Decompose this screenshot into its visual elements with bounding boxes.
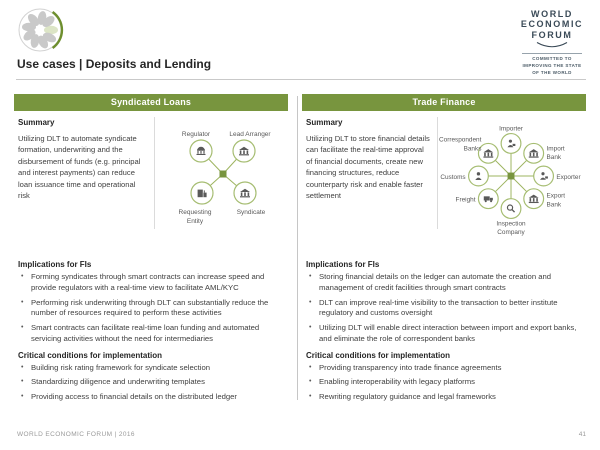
node-label: Banks: [463, 145, 482, 153]
bullet-text: Utilizing DLT will enable direct interaction between import and export banks, and eliminate the role of correspondent banks: [319, 323, 577, 343]
bullet-text: Storing financial details on the ledger can automate the creation and management of credit facilities through smart contracts: [319, 272, 552, 292]
bullet-item: [21, 298, 286, 320]
bullet-marker: •: [309, 378, 312, 386]
summary-text: Utilizing DLT to store financial details can facilitate the real-time approval of financial documents, create new financing structures, reduce counterparty risk and enable faster settlement: [306, 134, 430, 200]
bullet-text: Performing risk underwriting through DLT can substantially reduce the number of resources required to perform these activities: [31, 297, 269, 318]
footer-source: WORLD ECONOMIC FORUM | 2016: [17, 431, 135, 438]
bullet-item: [21, 323, 286, 345]
page-number: 41: [578, 431, 586, 438]
summary-heading: Summary: [18, 118, 55, 127]
bullet-text: Building risk rating framework for syndicate selection: [31, 362, 211, 372]
bullet-item: [21, 392, 286, 403]
summary-heading: Summary: [306, 118, 343, 127]
node-exporter: [534, 166, 554, 186]
bullet-text: Rewriting regulatory guidance and legal frameworks: [319, 392, 496, 402]
bullet-item: [309, 377, 584, 388]
title-divider: [16, 79, 586, 80]
bullet-item: [309, 392, 584, 403]
node-label: Customs: [440, 173, 466, 181]
node-label: Syndicate: [236, 209, 266, 216]
bullet-marker: •: [309, 393, 312, 401]
bullet-text: Providing access to financial details on the distributed ledger: [31, 392, 237, 402]
wef-swoosh-icon: [533, 41, 571, 50]
node-label: Import: [546, 145, 565, 153]
bullet-item: [309, 363, 584, 374]
bullet-marker: •: [309, 298, 312, 306]
node-label: Importer: [499, 125, 523, 133]
panel-header-trade-finance: Trade Finance: [302, 94, 586, 111]
wef-logo-wordmark: WORLD ECONOMIC FORUM: [520, 9, 584, 40]
panel-syndicated-loans: [14, 94, 288, 407]
node-label: Regulator: [181, 131, 211, 138]
diagram-syndicated-loans: [155, 111, 288, 249]
conditions-heading: Critical conditions for implementation: [18, 350, 163, 360]
bullet-text: Forming syndicates through smart contracts can increase speed and provide regulators with a real-time view to facilitate AML/KYC: [31, 272, 265, 292]
bullet-text: Smart contracts can facilitate real-time loan funding and automated servicing activities without the need for intermediaries: [31, 323, 260, 343]
bullet-item: [309, 298, 584, 320]
bullet-marker: •: [21, 273, 24, 280]
bullet-marker: •: [309, 363, 312, 371]
node-label: Inspection: [496, 220, 526, 228]
bullet-item: [309, 272, 584, 294]
bullet-item: [21, 377, 286, 388]
bullet-text: DLT can improve real-time visibility to the transaction to better institute regulatory and customs oversight: [319, 297, 558, 318]
node-label: Bank: [546, 201, 562, 209]
report-section-logo: [16, 5, 66, 55]
node-label: Company: [497, 229, 525, 237]
node-customs: [469, 166, 489, 186]
node-label: Lead Arranger: [229, 131, 271, 138]
conditions-heading: Critical conditions for implementation: [306, 350, 451, 360]
bullet-marker: •: [21, 298, 24, 306]
node-label: Bank: [546, 154, 562, 162]
bullet-item: [21, 272, 286, 294]
panel-header-syndicated-loans: Syndicated Loans: [14, 94, 288, 111]
bullet-marker: •: [21, 378, 24, 386]
bullet-item: [21, 363, 286, 374]
node-label: Export: [546, 192, 566, 200]
page-title: Use cases | Deposits and Lending: [17, 57, 212, 71]
node-label: Freight: [455, 196, 476, 204]
diagram-trade-finance: [438, 111, 586, 249]
implications-heading: Implications for FIs: [18, 260, 92, 269]
node-label: Entity: [186, 218, 204, 225]
wef-tagline: COMMITTED TO IMPROVING THE STATE OF THE WORLD: [522, 53, 582, 76]
bullet-item: [309, 323, 584, 345]
bullet-marker: •: [21, 324, 24, 332]
node-label: Exporter: [556, 173, 581, 181]
bullet-text: Enabling interoperability with legacy platforms: [319, 377, 475, 387]
node-label: Correspondent: [439, 136, 482, 144]
bullet-text: Standardizing diligence and underwriting templates: [31, 377, 205, 387]
distributed-ledger-node: [508, 173, 515, 180]
node-label: Requesting: [178, 209, 212, 216]
wef-logo: [514, 9, 590, 76]
implications-heading: Implications for FIs: [306, 260, 380, 269]
summary-text: Utilizing DLT to automate syndicate formation, underwriting and the disbursement of funds (e.g. principal and interest payments) can reduce loan issuance time and operational risk: [18, 134, 141, 200]
bullet-marker: •: [309, 324, 312, 332]
bullet-marker: •: [21, 393, 24, 401]
bullet-text: Providing transparency into trade finance agreements: [319, 362, 502, 372]
panel-trade-finance: [302, 94, 586, 407]
bullet-marker: •: [309, 273, 312, 280]
node-inspection-company: [501, 199, 521, 219]
node-importer: [501, 134, 521, 154]
panel-divider: [297, 96, 298, 400]
bullet-marker: •: [21, 363, 24, 371]
distributed-ledger-node: [220, 171, 227, 178]
